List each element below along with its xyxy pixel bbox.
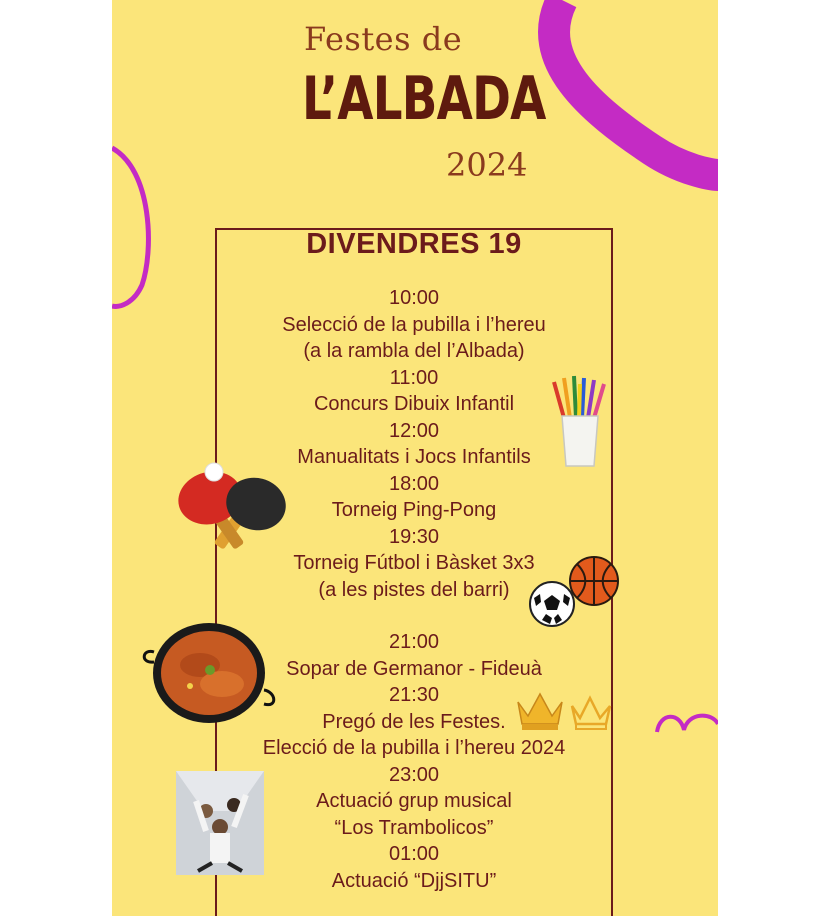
title-prefix: Festes de [304,20,463,58]
band-photo-icon [176,771,264,875]
schedule-line: Torneig Fútbol i Bàsket 3x3 [293,552,535,574]
schedule-line: 21:30 [388,684,440,706]
schedule-line: 18:00 [388,472,440,495]
ping-pong-icon [172,460,292,554]
schedule-line: (a les pistes del barri) [318,578,510,601]
paella-pan-icon [140,620,278,726]
schedule-line: “Los Trambolicos” [334,816,494,839]
schedule-line: (a la rambla del l’Albada) [303,340,525,362]
schedule-line: 12:00 [388,419,440,442]
schedule-line: 21:00 [388,631,440,653]
schedule-line: Actuació grup musical [316,790,512,812]
schedule-line: 01:00 [388,843,440,865]
schedule-line: Torneig Ping-Pong [331,499,497,521]
page-title: L’ALBADA [302,64,546,134]
schedule-line: Actuació “DjjSITU” [331,869,497,892]
soccer-ball-icon [528,580,576,628]
pencil-cup-icon [550,374,610,470]
schedule-line: Concurs Dibuix Infantil [313,393,515,415]
schedule-line: Selecció de la pubilla i l’hereu [282,313,546,336]
schedule-line: Pregó de les Festes. [322,710,506,733]
festival-poster [112,0,718,916]
schedule-line: 23:00 [388,763,440,786]
schedule-line: Sopar de Germanor - Fideuà [286,657,542,680]
schedule-line: 11:00 [389,366,439,389]
crowns-icon [514,688,616,732]
schedule-line: 10:00 [388,287,440,309]
title-year: 2024 [446,146,528,184]
schedule-line: Elecció de la pubilla i l’hereu 2024 [262,737,566,759]
schedule-line: 19:30 [388,525,440,548]
schedule-line: Manualitats i Jocs Infantils [297,446,531,468]
day-heading: DIVENDRES 19 [306,228,522,260]
